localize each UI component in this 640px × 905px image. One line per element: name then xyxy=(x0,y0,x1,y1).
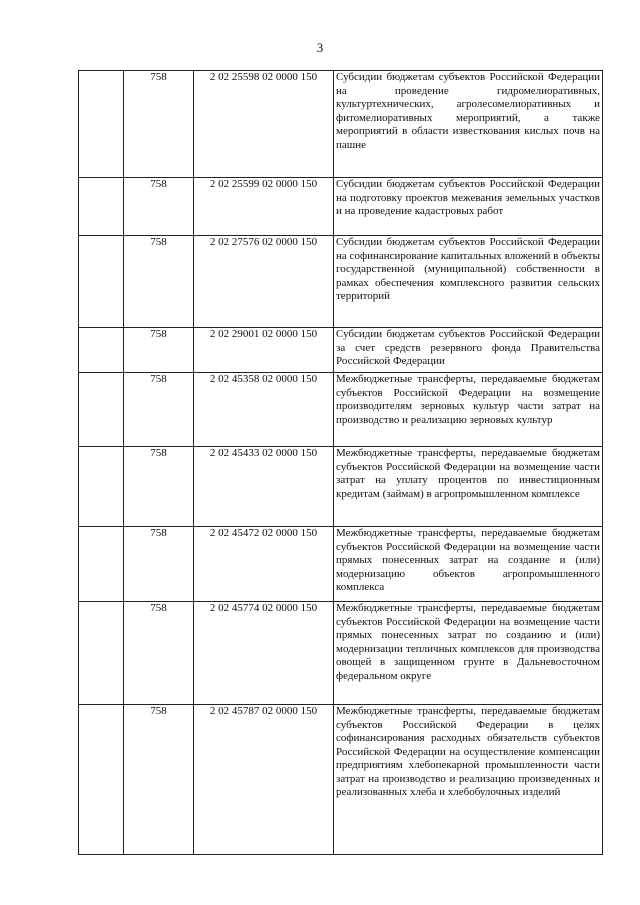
description-cell: Субсидии бюджетам субъектов Российской Федерации на софинансирование капитальных вложений в объекты государственной (муниципальной) собственности в рамках обеспечения комплексного развития сельских территорий xyxy=(334,236,603,328)
table-row xyxy=(79,447,603,527)
revenue-code-cell: 2 02 25599 02 0000 150 xyxy=(194,178,334,236)
revenue-code-cell: 2 02 45774 02 0000 150 xyxy=(194,602,334,705)
description-cell: Межбюджетные трансферты, передаваемые бюджетам субъектов Российской Федерации в целях софинансирования расходных обязательств субъектов Российской Федерации на осуществление компенсации предприятиям хлебопекарной промышленности части затрат на производство и реализацию произведенных и реализованных хлеба и хлебобулочных изделий xyxy=(334,705,603,855)
admin-code-cell: 758 xyxy=(124,328,194,373)
empty-cell xyxy=(79,71,124,178)
description-cell: Субсидии бюджетам субъектов Российской Федерации за счет средств резервного фонда Правительства Российской Федерации xyxy=(334,328,603,373)
description-cell: Субсидии бюджетам субъектов Российской Федерации на подготовку проектов межевания земельных участков и на проведение кадастровых работ xyxy=(334,178,603,236)
revenue-code-cell: 2 02 29001 02 0000 150 xyxy=(194,328,334,373)
empty-cell xyxy=(79,236,124,328)
empty-cell xyxy=(79,705,124,855)
admin-code-cell: 758 xyxy=(124,178,194,236)
table-row xyxy=(79,71,603,178)
revenue-code-cell: 2 02 45433 02 0000 150 xyxy=(194,447,334,527)
admin-code-cell: 758 xyxy=(124,373,194,447)
empty-cell xyxy=(79,602,124,705)
empty-cell xyxy=(79,373,124,447)
table-row xyxy=(79,527,603,602)
empty-cell xyxy=(79,527,124,602)
revenue-code-cell: 2 02 45472 02 0000 150 xyxy=(194,527,334,602)
table-row xyxy=(79,178,603,236)
empty-cell xyxy=(79,328,124,373)
page-number: 3 xyxy=(316,40,324,55)
admin-code-cell: 758 xyxy=(124,236,194,328)
admin-code-cell: 758 xyxy=(124,705,194,855)
budget-classification-table xyxy=(78,70,603,855)
table-row xyxy=(79,705,603,855)
admin-code-cell: 758 xyxy=(124,71,194,178)
description-cell: Субсидии бюджетам субъектов Российской Федерации на проведение гидромелиоративных, культуртехнических, агролесомелиоративных и фитомелиоративных мероприятий, а также мероприятий в области известкования кислых почв на пашне xyxy=(334,71,603,178)
description-cell: Межбюджетные трансферты, передаваемые бюджетам субъектов Российской Федерации на возмещение части затрат на уплату процентов по инвестиционным кредитам (займам) в агропромышленном комплексе xyxy=(334,447,603,527)
description-cell: Межбюджетные трансферты, передаваемые бюджетам субъектов Российской Федерации на возмещение части прямых понесенных затрат по созданию и (или) модернизации тепличных комплексов для производства овощей в защищенном грунте в Дальневосточном федеральном округе xyxy=(334,602,603,705)
table-row xyxy=(79,328,603,373)
admin-code-cell: 758 xyxy=(124,527,194,602)
empty-cell xyxy=(79,447,124,527)
table-row xyxy=(79,236,603,328)
revenue-code-cell: 2 02 45787 02 0000 150 xyxy=(194,705,334,855)
table-row xyxy=(79,602,603,705)
revenue-code-cell: 2 02 25598 02 0000 150 xyxy=(194,71,334,178)
table-row xyxy=(79,373,603,447)
admin-code-cell: 758 xyxy=(124,602,194,705)
admin-code-cell: 758 xyxy=(124,447,194,527)
empty-cell xyxy=(79,178,124,236)
description-cell: Межбюджетные трансферты, передаваемые бюджетам субъектов Российской Федерации на возмещение производителям зерновых культур части затрат на производство и реализацию зерновых культур xyxy=(334,373,603,447)
revenue-code-cell: 2 02 27576 02 0000 150 xyxy=(194,236,334,328)
description-cell: Межбюджетные трансферты, передаваемые бюджетам субъектов Российской Федерации на возмещение части прямых понесенных затрат на создание и (или) модернизацию объектов агропромышленного комплекса xyxy=(334,527,603,602)
revenue-code-cell: 2 02 45358 02 0000 150 xyxy=(194,373,334,447)
